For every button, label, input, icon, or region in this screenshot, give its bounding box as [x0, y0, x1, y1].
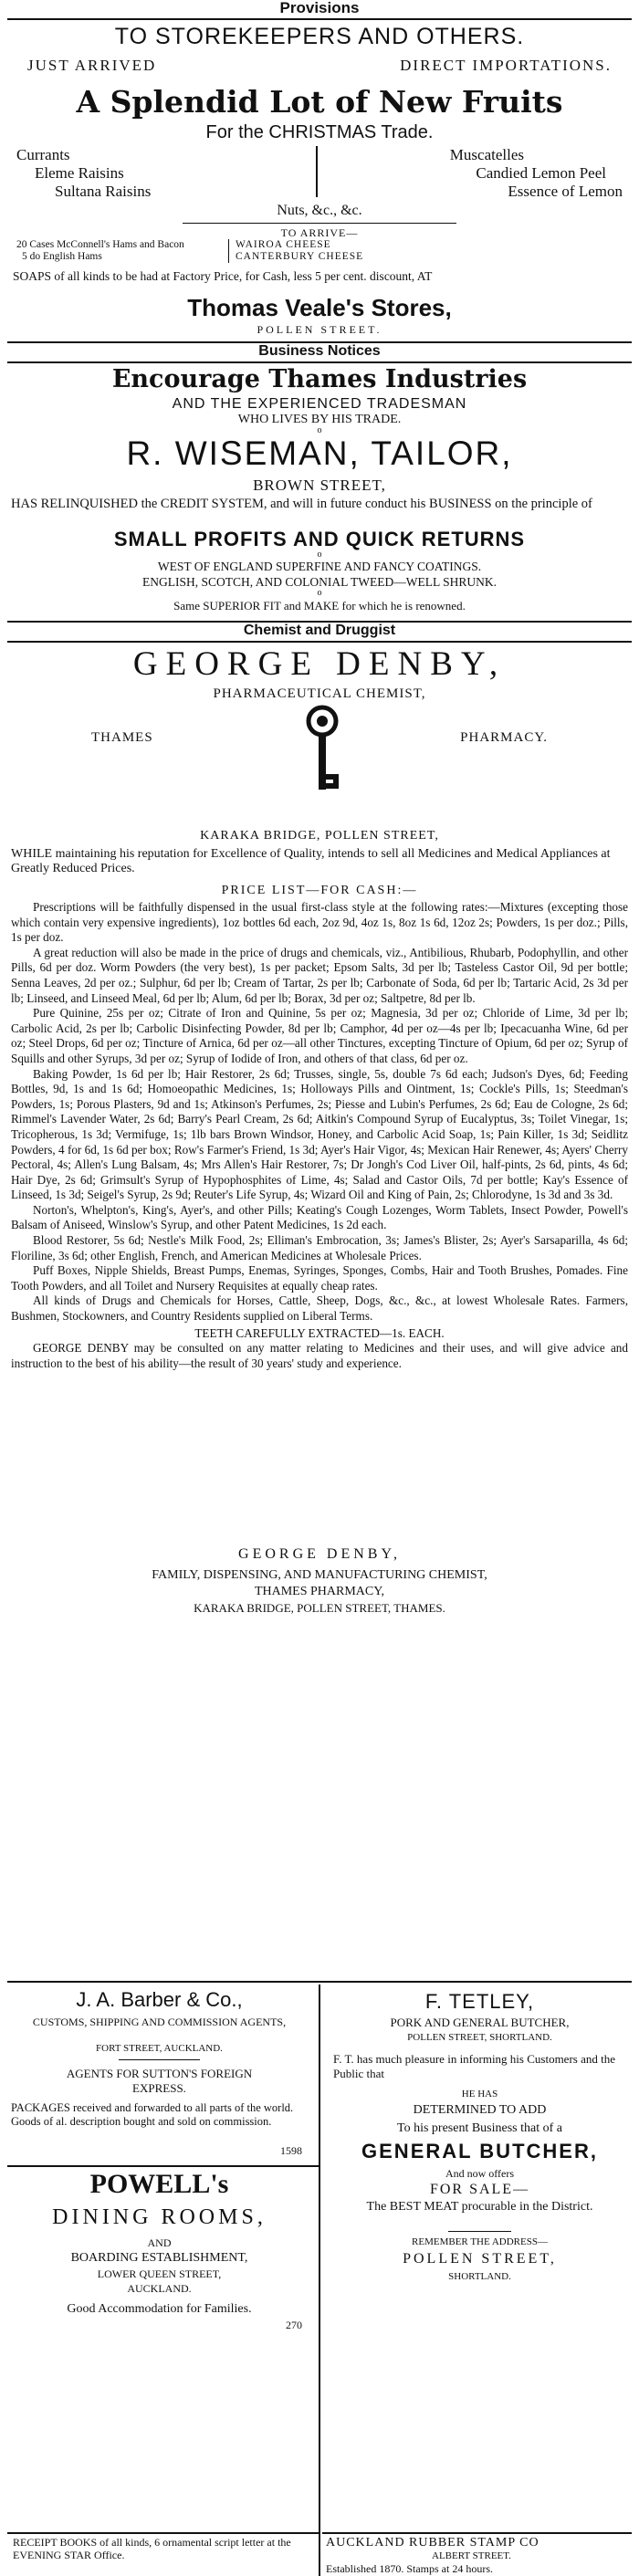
barber-agents-1: AGENTS FOR SUTTON'S FOREIGN [66, 2067, 253, 2080]
sig-line-2: THAMES PHARMACY, [254, 1585, 385, 1598]
business-sub1: AND THE EXPERIENCED TRADESMAN [172, 396, 467, 412]
barber-ref: 1598 [280, 2144, 302, 2157]
price-paragraph: A great reduction will also be made in the price of drugs and chemicals, viz., Antibilious, Rhubarb, Podophyllin, and other Pills, 6d per doz. Worm Powders (the very best), 1s per packet; Epsom Salts, 3d per lb; Tasteless Castor Oil, 9d per bottle; Senna Leaves, 2d per oz.; Sulphur, 6d per lb; Cream of Tartar, 2s per lb; Carbonate of Soda, 6d per lb; Tartaric Acid, 2s 3d per lb; Linseed, and Linseed Meal, 6d per lb; Alum, 6d per lb; Borax, 3d per oz; Saltpetre, 8d per lb. [11, 945, 628, 1005]
provisions-headline: A Splendid Lot of New Fruits [76, 84, 563, 120]
teeth-line: TEETH CAREFULLY EXTRACTED—1s. EACH. [194, 1325, 445, 1340]
key-icon [301, 705, 343, 807]
tetley-determined: DETERMINED TO ADD [413, 2103, 547, 2117]
tetley-town: SHORTLAND. [448, 2271, 511, 2282]
rubber-street: ALBERT STREET. [432, 2550, 511, 2561]
tetley-present: To his present Business that of a [397, 2121, 562, 2135]
cheese-item: CANTERBURY CHEESE [236, 251, 364, 262]
tetley-ad [320, 1988, 639, 2527]
powell-city: AUCKLAND. [127, 2282, 192, 2295]
store-street: POLLEN STREET. [257, 323, 382, 336]
direct-importations: DIRECT IMPORTATIONS. [400, 57, 612, 74]
ornament-o: o [317, 550, 322, 560]
cheese-list [236, 239, 363, 263]
business-title: Encourage Thames Industries [111, 365, 528, 393]
tetley-best: The BEST MEAT procurable in the District. [366, 2200, 593, 2214]
tailor-principle: SMALL PROFITS AND QUICK RETURNS [113, 528, 526, 550]
price-paragraph: Prescriptions will be faithfully dispensed in the usual first-class style at the following rates:—Mixtures (excepting those which contain very expensive ingredients), 1oz bottles 6d each, 2oz 9d, 4oz 1s, 8oz 1s 6d, 12oz 2s; Powders, 1s per doz.; Pills, 1s per doz. [11, 900, 628, 945]
sig-line-1: FAMILY, DISPENSING, AND MANUFACTURING CHEMIST, [152, 1568, 487, 1582]
barber-line-1: CUSTOMS, SHIPPING AND COMMISSION AGENTS, [32, 2016, 287, 2028]
chemist-title: PHARMACEUTICAL CHEMIST, [213, 686, 426, 701]
barber-agents-2: EXPRESS. [132, 2081, 186, 2095]
fruit-item: Currants [16, 146, 70, 163]
price-paragraph: Blood Restorer, 5s 6d; Nestle's Milk Food, 2s; Elliman's Embrocation, 3s; James's Blister, 2s; Ayer's Sarsaparilla, 4s 6d; Floriline, 3s 6d; other English, French, and American Medicines at Wholesale Prices. [11, 1233, 628, 1262]
powell-and: AND [147, 2236, 172, 2249]
tetley-offers: And now offers [445, 2167, 515, 2180]
tailor-name: R. WISEMAN, TAILOR, [126, 435, 513, 472]
chemist-name: GEORGE DENBY, [132, 645, 507, 683]
section-header-chemist: Chemist and Druggist [243, 623, 396, 638]
receipt-text: RECEIPT BOOKS of all kinds, 6 ornamental script letter at the EVENING STAR Office. [13, 2536, 291, 2561]
tetley-general: GENERAL BUTCHER, [361, 2140, 598, 2162]
price-paragraph: Pure Quinine, 25s per oz; Citrate of Iron and Quinine, 5s per oz; Magnesia, 3d per oz; Chloride of Lime, 3d per lb; Carbolic Acid, 2s per lb; Carbolic Disinfecting Powder, 8d per lb; Camphor, 4d per oz—4s per lb; Ipecacuanha Wine, 6d per oz; Steel Drops, 6d per oz; Tincture of Arnica, 6d per oz—all other Tinctures, excepting Tincture of Opium, 6d per oz; Syrup of Squills and other Syrups, 3d per oz; Syrup of Iodide of Iron, and others of that class, 6d per oz. [11, 1006, 628, 1065]
powell-accom: Good Accommodation for Families. [67, 2302, 252, 2316]
barber-line-2: FORT STREET, AUCKLAND. [96, 2043, 223, 2054]
ornament-o: o [317, 588, 322, 598]
receipt-ad [0, 2536, 319, 2576]
fit-line: Same SUPERIOR FIT and MAKE for which he is renowned. [173, 599, 466, 613]
fruit-item: Muscatelles [449, 146, 524, 163]
rubber-est: Established 1870. Stamps at 24 hours. [326, 2562, 493, 2575]
price-list-heading: PRICE LIST—FOR CASH:— [221, 884, 418, 897]
tetley-body: F. T. has much pleasure in informing his Customers and the Public that [333, 2052, 615, 2080]
store-name: Thomas Veale's Stores, [187, 294, 452, 321]
fruit-item: Essence of Lemon [508, 183, 623, 200]
price-paragraph: Puff Boxes, Nipple Shields, Breast Pumps, Enemas, Syringes, Sponges, Combs, Hair and Tooth Brushes, Pomades. Fine Tooth Powders, and all Toilet and Nursery Requisites at equally cheap rates. [11, 1263, 628, 1293]
barber-name: J. A. Barber & Co., [76, 1988, 243, 2011]
consult-paragraph: GEORGE DENBY may be consulted on any matter relating to Medicines and their uses, and will give advice and instruction to the best of his ability—the result of 30 years' study and experience. [11, 1341, 628, 1370]
powell-ref: 270 [286, 2319, 302, 2331]
section-header-business: Business Notices [258, 343, 381, 359]
provisions-title: TO STOREKEEPERS AND OTHERS. [114, 24, 525, 49]
powell-street: LOWER QUEEN STREET, [97, 2267, 222, 2280]
just-arrived: JUST ARRIVED [27, 57, 157, 74]
fruit-item: Eleme Raisins [35, 164, 124, 182]
fruit-list-right [450, 146, 623, 201]
hams-list [16, 239, 184, 263]
coatings-line-1: WEST OF ENGLAND SUPERFINE AND FANCY COATINGS. [157, 560, 482, 573]
business-sub2: WHO LIVES BY HIS TRADE. [237, 413, 402, 426]
fruit-list-left [16, 146, 151, 201]
soaps-line: SOAPS of all kinds to be had at Factory Price, for Cash, less 5 per cent. discount, AT [13, 269, 433, 283]
rubber-stamp-ad [322, 2536, 639, 2576]
pharmacy-label: PHARMACY. [460, 730, 548, 745]
sig-name: GEORGE DENBY, [238, 1546, 401, 1562]
provisions-section [0, 0, 639, 336]
ornament-o: o [317, 425, 322, 435]
tetley-addr: POLLEN STREET, [403, 2251, 557, 2267]
to-arrive: TO ARRIVE— [280, 226, 359, 239]
price-paragraph: Norton's, Whelpton's, King's, Ayer's, and other Pills; Keating's Cough Lozenges, Worm Tablets, Insect Powder, Powell's Balsam of Aniseed, Winslow's Syrup, and other Patent Medicines, 1s 2d each. [11, 1202, 628, 1232]
sig-line-3: KARAKA BRIDGE, POLLEN STREET, THAMES. [194, 1601, 445, 1615]
chemist-address: KARAKA BRIDGE, POLLEN STREET, [200, 829, 439, 843]
tetley-remember: REMEMBER THE ADDRESS— [412, 2236, 548, 2247]
powell-dining: DINING ROOMS, [52, 2205, 267, 2229]
tailor-body: HAS RELINQUISHED the CREDIT SYSTEM, and will in future conduct his BUSINESS on the principle of [11, 497, 592, 511]
nuts-line: Nuts, &c., &c. [277, 203, 362, 218]
powell-ad [0, 2169, 319, 2388]
fruit-item: Sultana Raisins [55, 183, 152, 200]
chemist-section [0, 623, 639, 1955]
coatings-line-2: ENGLISH, SCOTCH, AND COLONIAL TWEED—WELL SHRUNK. [142, 575, 497, 589]
business-section [0, 343, 639, 613]
powell-name: POWELL's [89, 2169, 229, 2199]
price-paragraph: All kinds of Drugs and Chemicals for Horses, Cattle, Sheep, Dogs, &c., &c., at lowest Wholesale Rates. Farmers, Bushmen, Stockowners, and Country Residents supplied on Liberal Terms. [11, 1293, 628, 1324]
tailor-street: BROWN STREET, [253, 476, 386, 494]
hams-item: 5 do English Hams [22, 251, 102, 262]
thames-label: THAMES [91, 730, 153, 745]
hams-item: 20 Cases McConnell's Hams and Bacon [16, 239, 184, 250]
cheese-item: WAIROA CHEESE [236, 239, 331, 250]
barber-body: PACKAGES received and forwarded to all parts of the world. Goods of al. description bought and sold on commission. [11, 2101, 294, 2128]
provisions-subhead: For the CHRISTMAS Trade. [205, 122, 434, 142]
tetley-line-2: POLLEN STREET, SHORTLAND. [407, 2032, 552, 2043]
fruit-item: Candied Lemon Peel [476, 164, 606, 182]
tetley-line-1: PORK AND GENERAL BUTCHER, [390, 2016, 570, 2029]
powell-board: BOARDING ESTABLISHMENT, [70, 2251, 248, 2265]
tetley-sale: FOR SALE— [429, 2182, 530, 2197]
chemist-intro: WHILE maintaining his reputation for Excellence of Quality, intends to sell all Medicines and Medical Appliances at Greatly Reduced Prices. [11, 847, 611, 875]
tetley-name: F. TETLEY, [424, 1990, 535, 2013]
section-header-provisions: Provisions [279, 0, 360, 16]
tetley-he-has: HE HAS [461, 2089, 498, 2100]
price-list-body [11, 900, 628, 1371]
price-paragraph: Baking Powder, 1s 6d per lb; Hair Restorer, 2s 6d; Trusses, single, 5s, double 7s 6d each; Judson's Dyes, 6d; Feeding Bottles, 9d, 1s and 1s 6d; Homoeopathic Medicines, 1s; Holloways Pills and Ointment, 1s; Cockle's Pills, 1s; Steedman's Powders, 1s; Porous Plasters, 9d and 1s; Atkinson's Perfumes, 2s; Piesse and Lubin's Perfumes, 2s 6d; Eau de Cologne, 2s 6d; Rimmel's Lavender Water, 2s 6d; Barry's Pearl Cream, 2s 6d; Aitkin's Compound Syrup of Eucalyptus, 3s; Toilet Vinegar, 1s; Tricopherous, 1s 3d; Vermifuge, 1s; 1lb bars Brown Windsor, Honey, and Carbolic Acid Soap, 1s; Pain Killer, 1s 3d; Seidlitz Powders, 4 for 6d, 1s 6d per box; Row's Farmer's Friend, 1s 3d; Ayer's Hair Vigor, 4s; Mexican Hair Renewer, 4s; Ayers' Cherry Pectoral, 4s; Allen's Lung Balsam, 4s; Mrs Allen's Hair Restorer, 7s; Dr Jongh's Cod Liver Oil, half-pints, 2s 6d, pints, 4s 6d; Hair Dye, 2s 6d; Grimsult's Syrup of Hypophosphites of Lime, 4s; Salad and Castor Oils, 7d per bottle; Kay's Essence of Linseed, 1s 3d; Seigel's Syrup, 2s 9d; Reuter's Life Syrup, 4s; Wizard Oil and King of Pain, 2s; Chlorodyne, 1s 3d and 3s 3d. [11, 1066, 628, 1202]
rubber-title: AUCKLAND RUBBER STAMP CO [326, 2536, 539, 2550]
